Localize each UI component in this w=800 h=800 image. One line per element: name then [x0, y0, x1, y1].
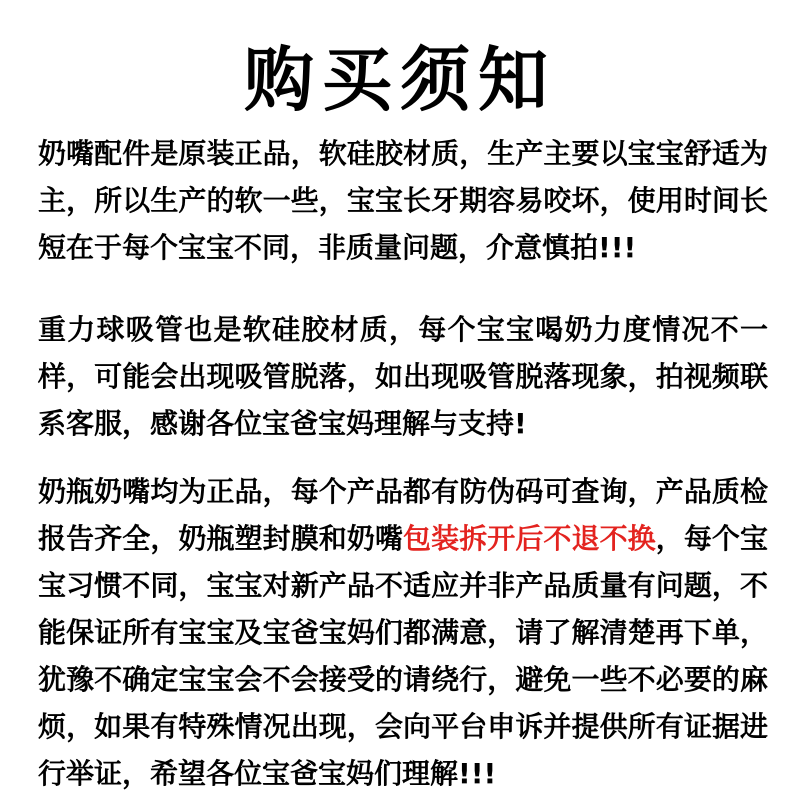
page-title: 购买须知: [244, 39, 556, 121]
paragraph-text-after: ，每个宝宝习惯不同，宝宝对新产品不适应并非产品质量有问题，不能保证所有宝宝及宝爸宝妈们都满意，请了解清楚再下单，犹豫不确定宝宝会不会接受的请绕行，避免一些不必要的麻烦，如果有特殊情况出现，会向平台申诉并提供所有证据进行举证，希望各位宝爸宝妈们理解!!!: [38, 522, 768, 790]
no-return-warning: 包装拆开后不退不换: [403, 522, 656, 555]
paragraph-return-policy: [38, 468, 768, 797]
paragraph-text: 重力球吸管也是软硅胶材质，每个宝宝喝奶力度情况不一样，可能会出现吸管脱落，如出现吸管脱落现象，拍视频联系客服，感谢各位宝爸宝妈理解与支持!: [38, 313, 768, 440]
paragraph-gravity-ball-straw: [38, 306, 768, 447]
paragraph-text: 奶嘴配件是原装正品，软硅胶材质，生产主要以宝宝舒适为主，所以生产的软一些，宝宝长牙期容易咬坏，使用时间长短在于每个宝宝不同，非质量问题，介意慎拍!!!: [38, 137, 768, 264]
paragraph-nipple-accessories: [38, 130, 768, 271]
paragraph-text-before: 奶瓶奶嘴均为正品，每个产品都有防伪码可查询，产品质检报告齐全，奶瓶塑封膜和奶嘴: [38, 475, 768, 555]
